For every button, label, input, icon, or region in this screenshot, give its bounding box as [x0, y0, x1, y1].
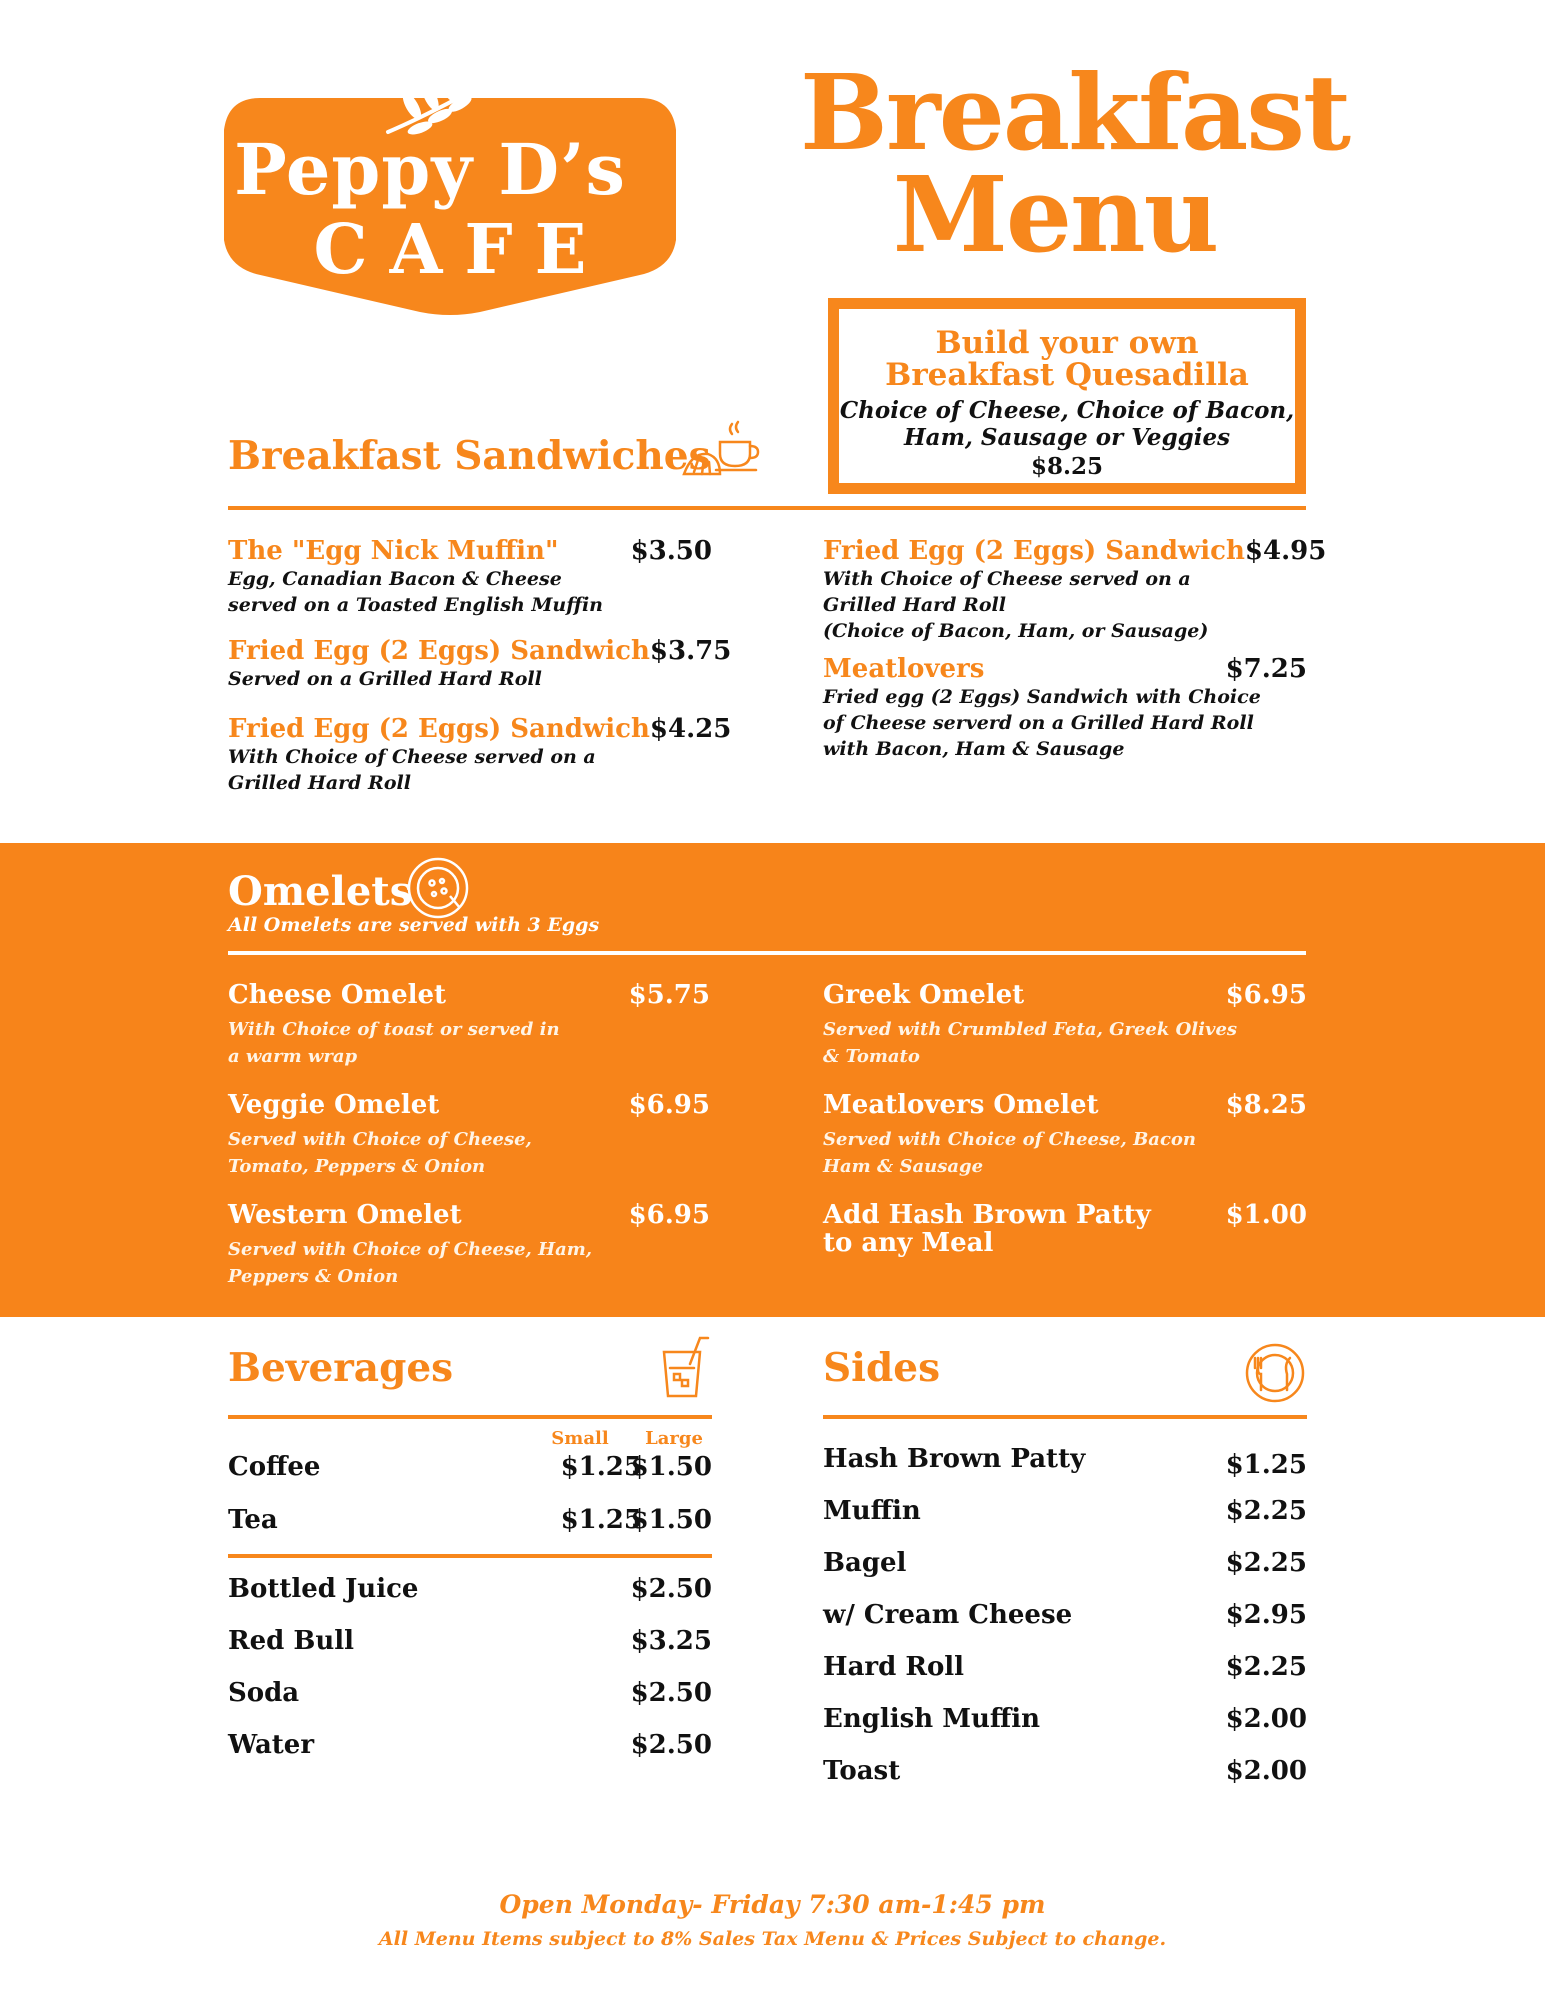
item-price-small: $1.25 — [560, 1452, 642, 1482]
item-name-line-2: to any Meal — [823, 1228, 994, 1258]
title-line-2: Menu — [892, 153, 1218, 276]
item-desc-line: Ham & Sausage — [823, 1156, 984, 1177]
sides-divider — [823, 1415, 1307, 1419]
item-desc-line: Grilled Hard Roll — [228, 772, 411, 794]
item-desc-line: served on a Toasted English Muffin — [228, 594, 603, 616]
omelets-divider — [228, 951, 1306, 955]
item-desc-line: With Choice of Cheese served on a — [823, 568, 1191, 590]
item-desc-line: With Choice of Cheese served on a — [228, 746, 596, 768]
omelet-item — [823, 1200, 1307, 1256]
item-price-large: $1.50 — [630, 1452, 712, 1482]
item-name: Cheese Omelet — [228, 980, 447, 1010]
item-desc-line: Served with Choice of Cheese, Ham, — [228, 1239, 593, 1260]
item-desc-line: (Choice of Bacon, Ham, or Sausage) — [823, 620, 1209, 642]
quesadilla-title-line-2: Breakfast Quesadilla — [885, 357, 1249, 393]
item-name: Red Bull — [228, 1626, 355, 1656]
item-name: Meatlovers — [823, 654, 985, 684]
item-price-small: $1.25 — [560, 1505, 642, 1535]
item-name: English Muffin — [823, 1704, 1041, 1734]
item-desc-line: Egg, Canadian Bacon & Cheese — [228, 568, 562, 590]
beverage-row — [228, 1452, 712, 1486]
beverage-row — [228, 1730, 712, 1760]
item-price: $2.50 — [630, 1730, 712, 1760]
item-name: w/ Cream Cheese — [823, 1600, 1073, 1630]
omelet-plate-icon — [406, 856, 470, 920]
beverage-row — [228, 1626, 712, 1656]
item-name: Add Hash Brown Patty — [823, 1200, 1151, 1230]
item-price: $2.25 — [1225, 1652, 1307, 1682]
quesadilla-title — [839, 327, 1295, 391]
item-price: $6.95 — [1225, 980, 1307, 1010]
omelet-item — [823, 980, 1307, 1070]
logo-subtitle: CAFE — [313, 210, 609, 290]
side-row — [823, 1496, 1307, 1526]
sides-heading: Sides — [823, 1345, 941, 1391]
item-desc-line: Tomato, Peppers & Onion — [228, 1156, 486, 1177]
sandwich-item — [228, 636, 732, 692]
item-price: $2.95 — [1225, 1600, 1307, 1630]
opening-hours: Open Monday- Friday 7:30 am-1:45 pm — [499, 1890, 1046, 1919]
item-desc-line: a warm wrap — [228, 1046, 358, 1067]
item-price: $7.25 — [1225, 654, 1307, 684]
quesadilla-promo-box — [828, 298, 1306, 494]
item-desc-line: & Tomato — [823, 1046, 920, 1067]
item-name: Bottled Juice — [228, 1574, 419, 1604]
side-row — [823, 1652, 1307, 1682]
item-desc-line: Served with Crumbled Feta, Greek Olives — [823, 1019, 1238, 1040]
item-desc-line: With Choice of toast or served in — [228, 1019, 560, 1040]
item-price: $6.95 — [628, 1200, 710, 1230]
item-desc-line: Served on a Grilled Hard Roll — [228, 668, 542, 690]
omelets-subheading: All Omelets are served with 3 Eggs — [228, 914, 600, 936]
beverages-heading: Beverages — [228, 1345, 454, 1391]
item-name: Toast — [823, 1756, 901, 1786]
column-header-large: Large — [645, 1428, 703, 1449]
item-desc-line: Served with Choice of Cheese, Bacon — [823, 1129, 1197, 1150]
sandwiches-heading: Breakfast Sandwiches — [228, 433, 711, 479]
omelet-item — [228, 980, 710, 1070]
item-name: Fried Egg (2 Eggs) Sandwich — [823, 536, 1245, 566]
side-row — [823, 1548, 1307, 1578]
item-name: Western Omelet — [228, 1200, 462, 1230]
sandwich-item — [823, 536, 1327, 644]
item-desc-line: Served with Choice of Cheese, — [228, 1129, 532, 1150]
item-desc-line: of Cheese serverd on a Grilled Hard Roll — [823, 712, 1254, 734]
quesadilla-price: $8.25 — [1030, 453, 1104, 480]
item-price: $2.50 — [630, 1574, 712, 1604]
item-name: Veggie Omelet — [228, 1090, 440, 1120]
item-name: Soda — [228, 1678, 300, 1708]
item-price: $6.95 — [628, 1090, 710, 1120]
item-price: $2.00 — [1225, 1704, 1307, 1734]
item-price: $3.75 — [649, 636, 732, 666]
tax-note: All Menu Items subject to 8% Sales Tax Menu & Prices Subject to change. — [378, 1928, 1167, 1950]
item-name: Fried Egg (2 Eggs) Sandwich — [228, 636, 650, 666]
omelet-item — [228, 1200, 710, 1290]
quesadilla-description — [839, 397, 1295, 451]
item-price: $2.25 — [1225, 1496, 1307, 1526]
coffee-croissant-icon — [680, 420, 760, 480]
side-row — [823, 1444, 1307, 1480]
side-row — [823, 1704, 1307, 1734]
item-price: $1.00 — [1225, 1200, 1307, 1230]
plate-cutlery-icon — [1244, 1342, 1306, 1404]
item-name: Greek Omelet — [823, 980, 1025, 1010]
sandwich-item — [228, 536, 712, 618]
sandwiches-divider — [228, 506, 1306, 510]
omelet-item — [823, 1090, 1307, 1180]
item-price: $2.00 — [1225, 1756, 1307, 1786]
item-desc-line: Peppers & Onion — [228, 1266, 399, 1287]
item-name: Coffee — [228, 1452, 321, 1482]
beverages-divider-2 — [228, 1554, 712, 1558]
item-name: Fried Egg (2 Eggs) Sandwich — [228, 714, 650, 744]
item-price: $3.50 — [630, 536, 712, 566]
item-desc-line: Grilled Hard Roll — [823, 594, 1006, 616]
item-price-large: $1.50 — [630, 1505, 712, 1535]
beverage-row — [228, 1574, 712, 1604]
quesadilla-desc-line-2: Ham, Sausage or Veggies — [903, 424, 1231, 451]
logo-name: Peppy D’s — [234, 128, 626, 211]
item-name: Hard Roll — [823, 1652, 965, 1682]
sandwich-item — [823, 654, 1307, 762]
item-price: $8.25 — [1225, 1090, 1307, 1120]
beverages-divider — [228, 1415, 712, 1419]
item-price: $1.25 — [1225, 1450, 1307, 1480]
beverage-row — [228, 1505, 712, 1539]
item-desc-line: Fried egg (2 Eggs) Sandwich with Choice — [823, 686, 1261, 708]
item-name: Bagel — [823, 1548, 907, 1578]
column-header-small: Small — [551, 1428, 609, 1449]
side-row — [823, 1756, 1307, 1786]
omelet-item — [228, 1090, 710, 1180]
beverage-row — [228, 1678, 712, 1708]
item-price: $5.75 — [628, 980, 710, 1010]
item-name: The "Egg Nick Muffin" — [228, 536, 559, 566]
omelets-heading: Omelets — [228, 868, 413, 915]
item-price: $2.25 — [1225, 1548, 1307, 1578]
item-name: Muffin — [823, 1496, 921, 1526]
quesadilla-title-line-1: Build your own — [935, 325, 1199, 361]
item-name: Water — [228, 1730, 315, 1760]
drink-glass-icon — [660, 1334, 710, 1398]
item-name: Meatlovers Omelet — [823, 1090, 1099, 1120]
item-name: Hash Brown Patty — [823, 1444, 1086, 1474]
item-price: $4.95 — [1244, 536, 1327, 566]
page-title — [800, 51, 1350, 276]
title-line-1: Breakfast — [800, 51, 1350, 174]
item-price: $2.50 — [630, 1678, 712, 1708]
item-desc-line: with Bacon, Ham & Sausage — [823, 738, 1125, 760]
quesadilla-desc-line-1: Choice of Cheese, Choice of Bacon, — [839, 397, 1295, 424]
item-price: $3.25 — [630, 1626, 712, 1656]
item-name: Tea — [228, 1505, 278, 1535]
sandwich-item — [228, 714, 732, 796]
side-row — [823, 1600, 1307, 1630]
item-price: $4.25 — [649, 714, 732, 744]
